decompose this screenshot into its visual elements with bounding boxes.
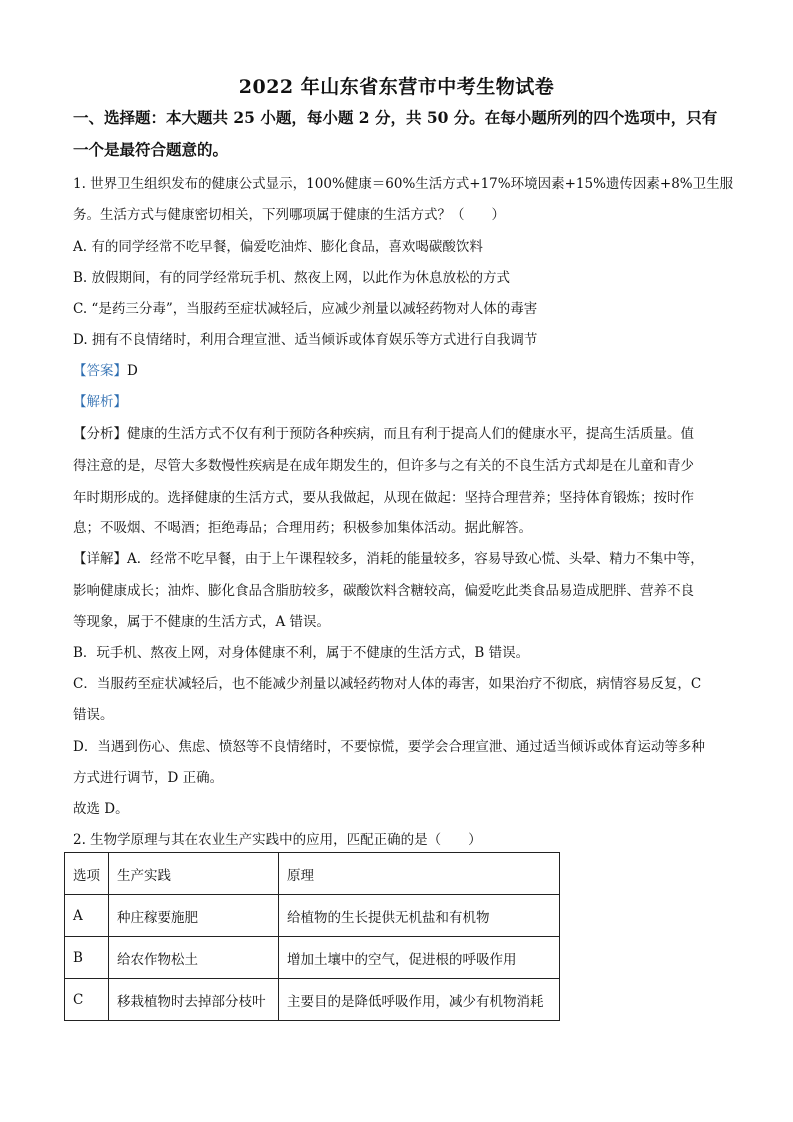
- q1-detail-line8: 方式进行调节，D 正确。: [73, 770, 224, 786]
- table-cell: 给农作物松土: [109, 937, 279, 979]
- table-header-cell: 生产实践: [109, 853, 279, 895]
- q1-detail-line2: 影响健康成长；油炸、膨化食品含脂肪较多，碳酸饮料含糖较高，偏爱吃此类食品易造成肥胖、营养不良: [73, 583, 694, 599]
- q1-option-d: D. 拥有不良情绪时，利用合理宣泄、适当倾诉或体育娱乐等方式进行自我调节: [73, 332, 538, 348]
- q1-answer-line: [73, 359, 723, 379]
- q1-detail-line4: B．玩手机、熬夜上网，对身体健康不利，属于不健康的生活方式，B 错误。: [73, 645, 530, 661]
- q1-option-c: C. “是药三分毒”，当服药至症状减轻后，应减少剂量以减轻药物对人体的毒害: [73, 301, 538, 317]
- table-cell: C: [65, 979, 109, 1021]
- q1-detail-line5: C．当服药至症状减轻后，也不能减少剂量以减轻药物对人体的毒害，如果治疗不彻底，病情容易反复，C: [73, 676, 702, 692]
- q1-conclusion: 故选 D。: [73, 801, 129, 817]
- table-header-cell: 原理: [279, 853, 560, 895]
- section-heading-line2: 一个是最符合题意的。: [73, 140, 229, 159]
- table-row: [65, 979, 560, 1021]
- table-row: [65, 937, 560, 979]
- table-header-cell: 选项: [65, 853, 109, 895]
- q1-analysis-line2: 得注意的是，尽管大多数慢性疾病是在成年期发生的，但许多与之有关的不良生活方式却是在儿童和青少: [73, 458, 694, 474]
- table-cell: B: [65, 937, 109, 979]
- q1-detail-line3: 等现象，属于不健康的生活方式，A 错误。: [73, 614, 331, 630]
- table-cell: 移栽植物时去掉部分枝叶: [109, 979, 279, 1021]
- q2-stem: 2. 生物学原理与其在农业生产实践中的应用，匹配正确的是（ ）: [73, 832, 482, 848]
- table-header-row: [65, 853, 560, 895]
- table-cell: 种庄稼要施肥: [109, 895, 279, 937]
- q1-stem-line1: 1. 世界卫生组织发布的健康公式显示，100%健康＝60%生活方式+17%环境因素+15%遗传因素+8%卫生服: [73, 176, 734, 192]
- section-heading-line1: 一、选择题：本大题共 25 小题，每小题 2 分，共 50 分。在每小题所列的四个选项中，只有: [73, 108, 718, 127]
- q2-options-table: [64, 852, 560, 1021]
- q1-detail-line7: D．当遇到伤心、焦虑、愤怒等不良情绪时，不要惊慌，要学会合理宣泄、通过适当倾诉或体育运动等多种: [73, 739, 705, 755]
- q1-detail-line6: 错误。: [73, 707, 114, 723]
- table-cell: 增加土壤中的空气，促进根的呼吸作用: [279, 937, 560, 979]
- answer-tag: 【答案】: [73, 363, 127, 379]
- table-cell: A: [65, 895, 109, 937]
- q1-stem-line2: 务。生活方式与健康密切相关，下列哪项属于健康的生活方式？（ ）: [73, 207, 505, 223]
- analysis-tag: 【解析】: [73, 394, 127, 410]
- q1-option-a: A. 有的同学经常不吃早餐，偏爱吃油炸、膨化食品，喜欢喝碳酸饮料: [73, 239, 483, 255]
- q1-option-b: B. 放假期间，有的同学经常玩手机、熬夜上网，以此作为休息放松的方式: [73, 270, 511, 286]
- table-row: [65, 895, 560, 937]
- q1-analysis-line3: 年时期形成的。选择健康的生活方式，要从我做起，从现在做起：坚持合理营养；坚持体育锻炼；按时作: [73, 490, 694, 506]
- table-cell: 主要目的是降低呼吸作用，减少有机物消耗: [279, 979, 560, 1021]
- table-cell: 给植物的生长提供无机盐和有机物: [279, 895, 560, 937]
- q1-detail-line1: 【详解】A．经常不吃早餐，由于上午课程较多，消耗的能量较多，容易导致心慌、头晕、精力不集中等，: [73, 551, 704, 567]
- page-title: 2022 年山东省东营市中考生物试卷: [238, 76, 555, 98]
- q1-analysis-line1: 【分析】健康的生活方式不仅有利于预防各种疾病，而且有利于提高人们的健康水平，提高生活质量。值: [73, 426, 694, 442]
- answer-value: D: [127, 363, 138, 379]
- q1-analysis-line4: 息；不吸烟、不喝酒；拒绝毒品；合理用药；积极参加集体活动。据此解答。: [73, 520, 532, 536]
